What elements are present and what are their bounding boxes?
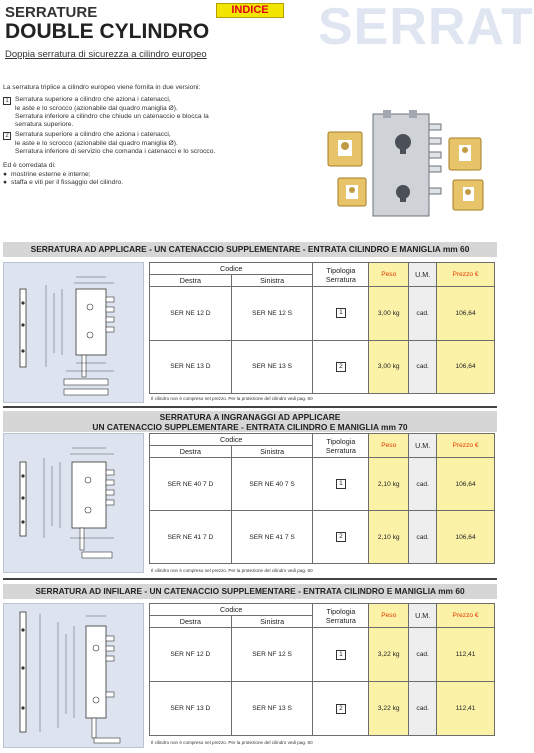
version-line: Serratura inferiore di servizio che comanda i catenacci e lo scrocco. <box>15 148 216 156</box>
version-number: 2 <box>3 132 11 140</box>
cell-destra: SER NF 13 D <box>150 682 232 736</box>
cylinder-note: Il cilindro non è compreso nel prezzo. Per la protezione del cilindro vedi pag. 60 <box>151 740 313 745</box>
section-title-bar <box>3 242 497 257</box>
section-title-bar <box>3 584 497 599</box>
cell-tipologia <box>313 340 369 394</box>
cell-tipologia <box>313 458 369 511</box>
page-title-line1: SERRATURE <box>5 4 98 21</box>
version-item-2 <box>3 131 271 156</box>
cell-sinistra: SER NE 13 S <box>231 340 313 394</box>
accessories-title: Ed è corredata di: <box>3 162 56 170</box>
technical-drawing <box>3 603 144 748</box>
version-line: serratura superiore. <box>15 121 74 129</box>
column-header: Destra <box>150 275 232 287</box>
version-line: Serratura superiore a cilindro che aziona i catenacci, <box>15 131 171 139</box>
column-header: Destra <box>150 446 232 458</box>
lock-dimension-drawing <box>4 263 143 402</box>
column-header: Prezzo € <box>437 604 495 628</box>
column-header: Sinistra <box>231 446 313 458</box>
section-title-bar <box>3 411 497 432</box>
column-header: U.M. <box>409 263 437 287</box>
version-line: Serratura superiore a cilindro che aziona i catenacci, <box>15 96 171 104</box>
table-row <box>150 340 495 394</box>
intro-text <box>3 84 271 187</box>
cell-um: cad. <box>409 340 437 394</box>
cell-peso: 3,22 kg <box>369 682 409 736</box>
product-table <box>149 262 495 394</box>
column-header: Peso <box>369 263 409 287</box>
tipologia-number: 1 <box>336 650 346 660</box>
cell-um: cad. <box>409 628 437 682</box>
indice-button[interactable]: INDICE <box>216 3 284 18</box>
product-table <box>149 603 495 736</box>
cell-prezzo: 112,41 <box>437 628 495 682</box>
table-row <box>150 511 495 564</box>
column-header: Codice <box>150 604 313 616</box>
page-header <box>0 0 534 62</box>
cell-tipologia <box>313 682 369 736</box>
section-divider <box>3 406 497 408</box>
version-number: 1 <box>3 97 11 105</box>
tipologia-number: 2 <box>336 532 346 542</box>
column-header: Sinistra <box>231 616 313 628</box>
cell-peso: 3,00 kg <box>369 287 409 341</box>
cell-um: cad. <box>409 511 437 564</box>
column-header: Codice <box>150 434 313 446</box>
cell-peso: 2,10 kg <box>369 511 409 564</box>
column-header: Prezzo € <box>437 434 495 458</box>
cell-tipologia <box>313 511 369 564</box>
cell-prezzo: 112,41 <box>437 682 495 736</box>
tipologia-number: 1 <box>336 479 346 489</box>
version-line: Serratura inferiore a cilindro che chiude un catenaccio e blocca la <box>15 112 209 120</box>
section-title: UN CATENACCIO SUPPLEMENTARE - ENTRATA CILINDRO E MANIGLIA mm 70 <box>92 422 408 432</box>
cell-destra: SER NE 40 7 D <box>150 458 232 511</box>
column-header: Tipologia Serratura <box>313 263 369 287</box>
table-row <box>150 682 495 736</box>
column-header: Tipologia Serratura <box>313 434 369 458</box>
column-header: Tipologia Serratura <box>313 604 369 628</box>
cell-um: cad. <box>409 287 437 341</box>
cell-destra: SER NE 13 D <box>150 340 232 394</box>
cell-sinistra: SER NE 40 7 S <box>231 458 313 511</box>
column-header: Peso <box>369 604 409 628</box>
version-line: le aste e lo scrocco (azionabile dal quadro maniglia Ø). <box>15 104 178 112</box>
version-line: le aste e lo scrocco (azionabile dal quadro maniglia Ø). <box>15 139 178 147</box>
cell-prezzo: 106,64 <box>437 458 495 511</box>
product-table <box>149 433 495 564</box>
technical-drawing <box>3 433 144 573</box>
cell-sinistra: SER NE 41 7 S <box>231 511 313 564</box>
section-title: SERRATURA AD INFILARE - UN CATENACCIO SUPPLEMENTARE - ENTRATA CILINDRO E MANIGLIA mm 60 <box>35 586 465 596</box>
cell-tipologia <box>313 628 369 682</box>
lock-dimension-drawing <box>4 434 143 572</box>
table-row <box>150 458 495 511</box>
column-header: Destra <box>150 616 232 628</box>
cell-peso: 3,00 kg <box>369 340 409 394</box>
tipologia-number: 1 <box>336 308 346 318</box>
cell-sinistra: SER NE 12 S <box>231 287 313 341</box>
cell-destra: SER NF 12 D <box>150 628 232 682</box>
cell-prezzo: 106,64 <box>437 511 495 564</box>
tipologia-number: 2 <box>336 704 346 714</box>
cell-tipologia <box>313 287 369 341</box>
lock-dimension-drawing <box>4 604 143 747</box>
cell-prezzo: 106,64 <box>437 287 495 341</box>
cell-peso: 3,22 kg <box>369 628 409 682</box>
cell-sinistra: SER NF 13 S <box>231 682 313 736</box>
accessory-item: ● mostrine esterne e interne; <box>3 170 91 178</box>
column-header: U.M. <box>409 604 437 628</box>
section-divider <box>3 578 497 580</box>
cell-peso: 2,10 kg <box>369 458 409 511</box>
cylinder-note: Il cilindro non è compreso nel prezzo. Per la protezione del cilindro vedi pag. 60 <box>151 568 313 573</box>
intro-lead: La serratura triplice a cilindro europeo viene fornita in due versioni: <box>3 84 201 91</box>
cell-destra: SER NE 12 D <box>150 287 232 341</box>
cell-destra: SER NE 41 7 D <box>150 511 232 564</box>
section-title: SERRATURA AD APPLICARE - UN CATENACCIO SUPPLEMENTARE - ENTRATA CILINDRO E MANIGLIA mm 60 <box>30 244 470 254</box>
accessory-item: ● staffa e viti per il fissaggio del cilindro. <box>3 178 124 186</box>
page-title-line2: DOUBLE CYLINDRO <box>5 20 210 43</box>
lock-product-photo <box>325 108 490 220</box>
cell-prezzo: 106,64 <box>437 340 495 394</box>
section-title: SERRATURA A INGRANAGGI AD APPLICARE <box>159 412 341 422</box>
watermark-title: SERRAT <box>318 0 534 56</box>
column-header: Sinistra <box>231 275 313 287</box>
cell-um: cad. <box>409 458 437 511</box>
cell-sinistra: SER NF 12 S <box>231 628 313 682</box>
table-row <box>150 287 495 341</box>
cell-um: cad. <box>409 682 437 736</box>
column-header: Peso <box>369 434 409 458</box>
column-header: Prezzo € <box>437 263 495 287</box>
technical-drawing <box>3 262 144 403</box>
tipologia-number: 2 <box>336 362 346 372</box>
column-header: U.M. <box>409 434 437 458</box>
cylinder-note: Il cilindro non è compreso nel prezzo. Per la protezione del cilindro vedi pag. 60 <box>151 396 313 401</box>
page-subtitle: Doppia serratura di sicurezza a cilindro europeo <box>5 49 207 60</box>
table-row <box>150 628 495 682</box>
version-item-1 <box>3 96 271 129</box>
column-header: Codice <box>150 263 313 275</box>
